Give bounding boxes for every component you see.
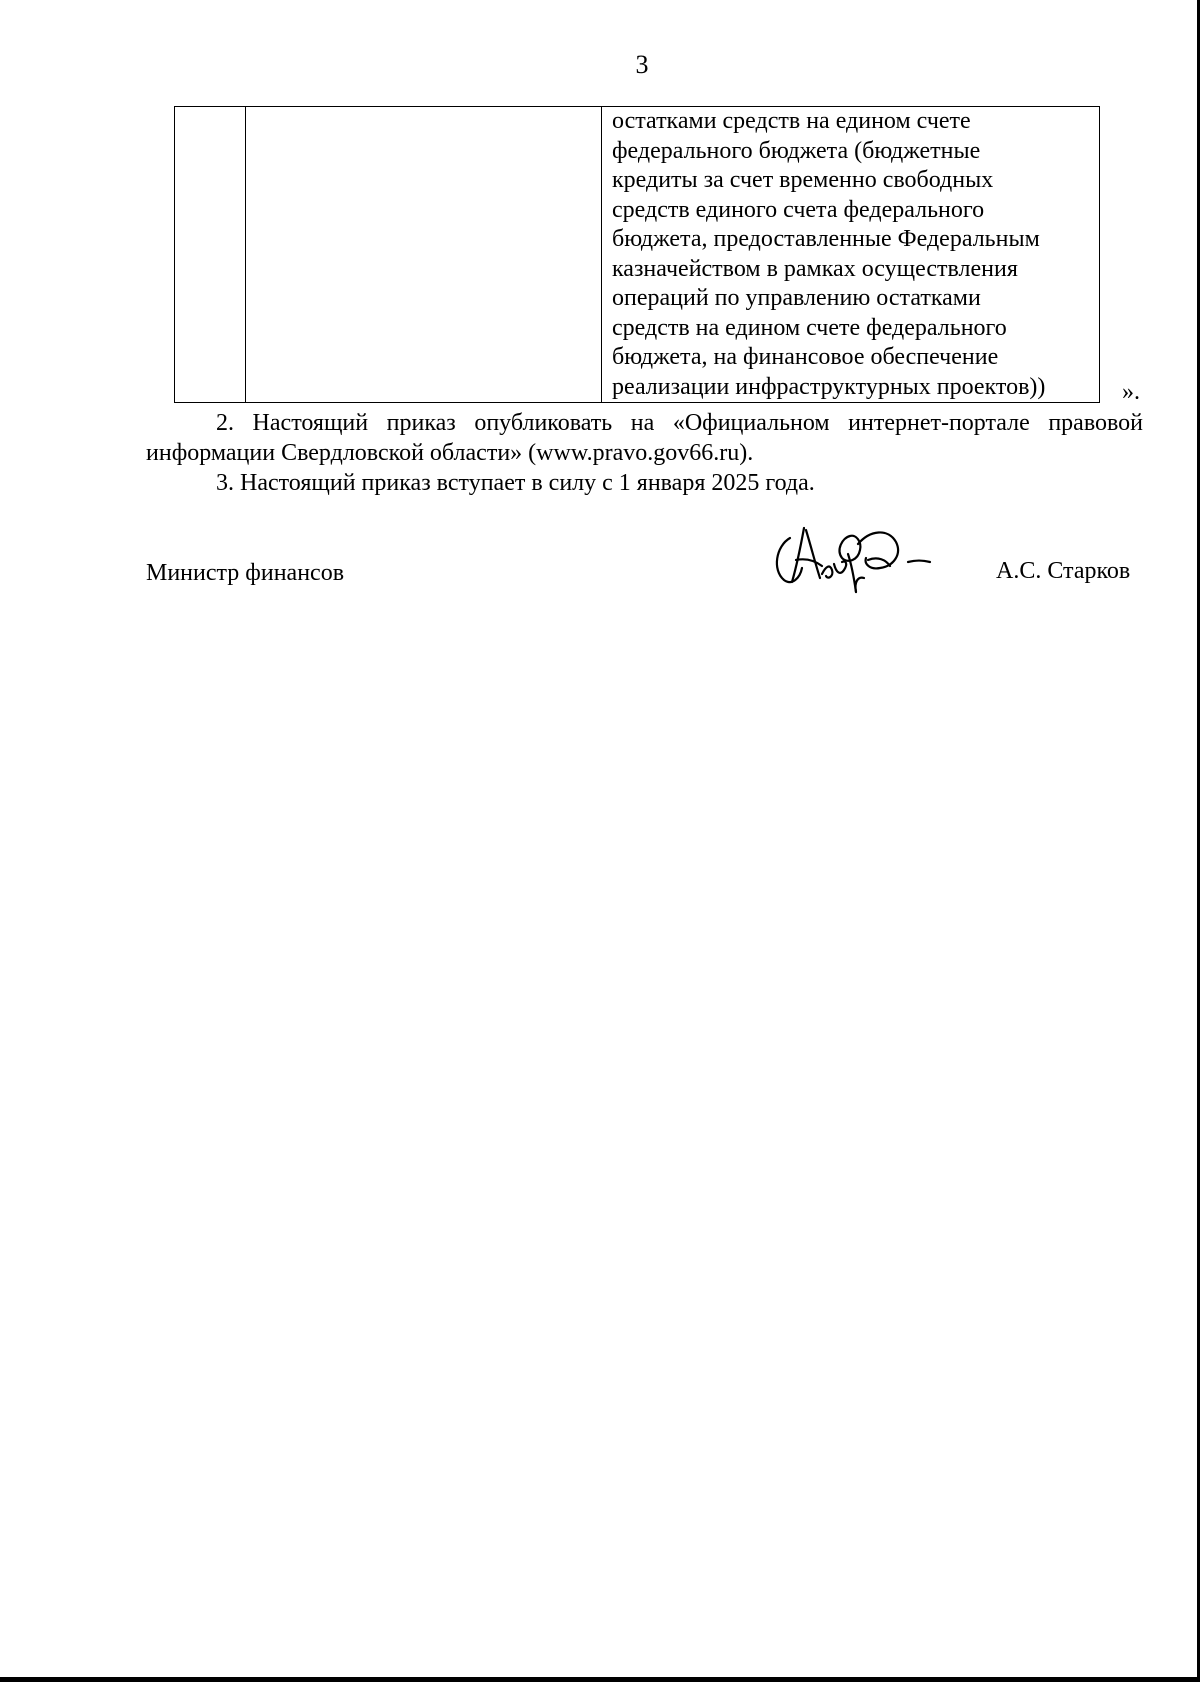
cell-text-line: операций по управлению остатками [612,285,981,311]
cell-text-line: остатками средств на едином счете [612,108,971,134]
cell-text-line: казначейством в рамках осуществления [612,255,1018,282]
cell-text-line: бюджета, на финансовое обеспечение [612,344,999,370]
paragraph-line: 2. Настоящий приказ опубликовать на «Официальном интернет-портале правовой [216,410,1143,436]
cell-text-line: федерального бюджета (бюджетные [612,137,981,164]
paragraph-line: 3. Настоящий приказ вступает в силу с 1 января 2025 года. [216,470,815,496]
cell-text-line: реализации инфраструктурных проектов)) [612,373,1046,400]
paragraph-effective-date [146,468,1143,498]
paragraph-line: информации Свердловской области» (www.pravo.gov66.ru). [146,440,754,466]
closing-quote: ». [1122,379,1140,405]
table-cell-number [175,107,246,403]
cell-text-line: бюджета, предоставленные Федеральным [612,226,1040,252]
table-cell-code [246,107,602,403]
table-row [175,107,1100,403]
cell-text-line: кредиты за счет временно свободных [612,167,994,193]
cell-text-line: средств единого счета федерального [612,196,985,223]
signatory-position: Министр финансов [146,560,345,586]
signatory-name: А.С. Старков [996,558,1131,584]
paragraph-publication [146,408,1143,468]
table-cell-description [602,107,1100,403]
scan-bottom-border [0,1677,1200,1682]
handwritten-signature [770,520,935,600]
page-number: 3 [635,50,649,79]
cell-text-line: средств на едином счете федерального [612,314,1007,341]
budget-table-fragment [174,106,1100,403]
